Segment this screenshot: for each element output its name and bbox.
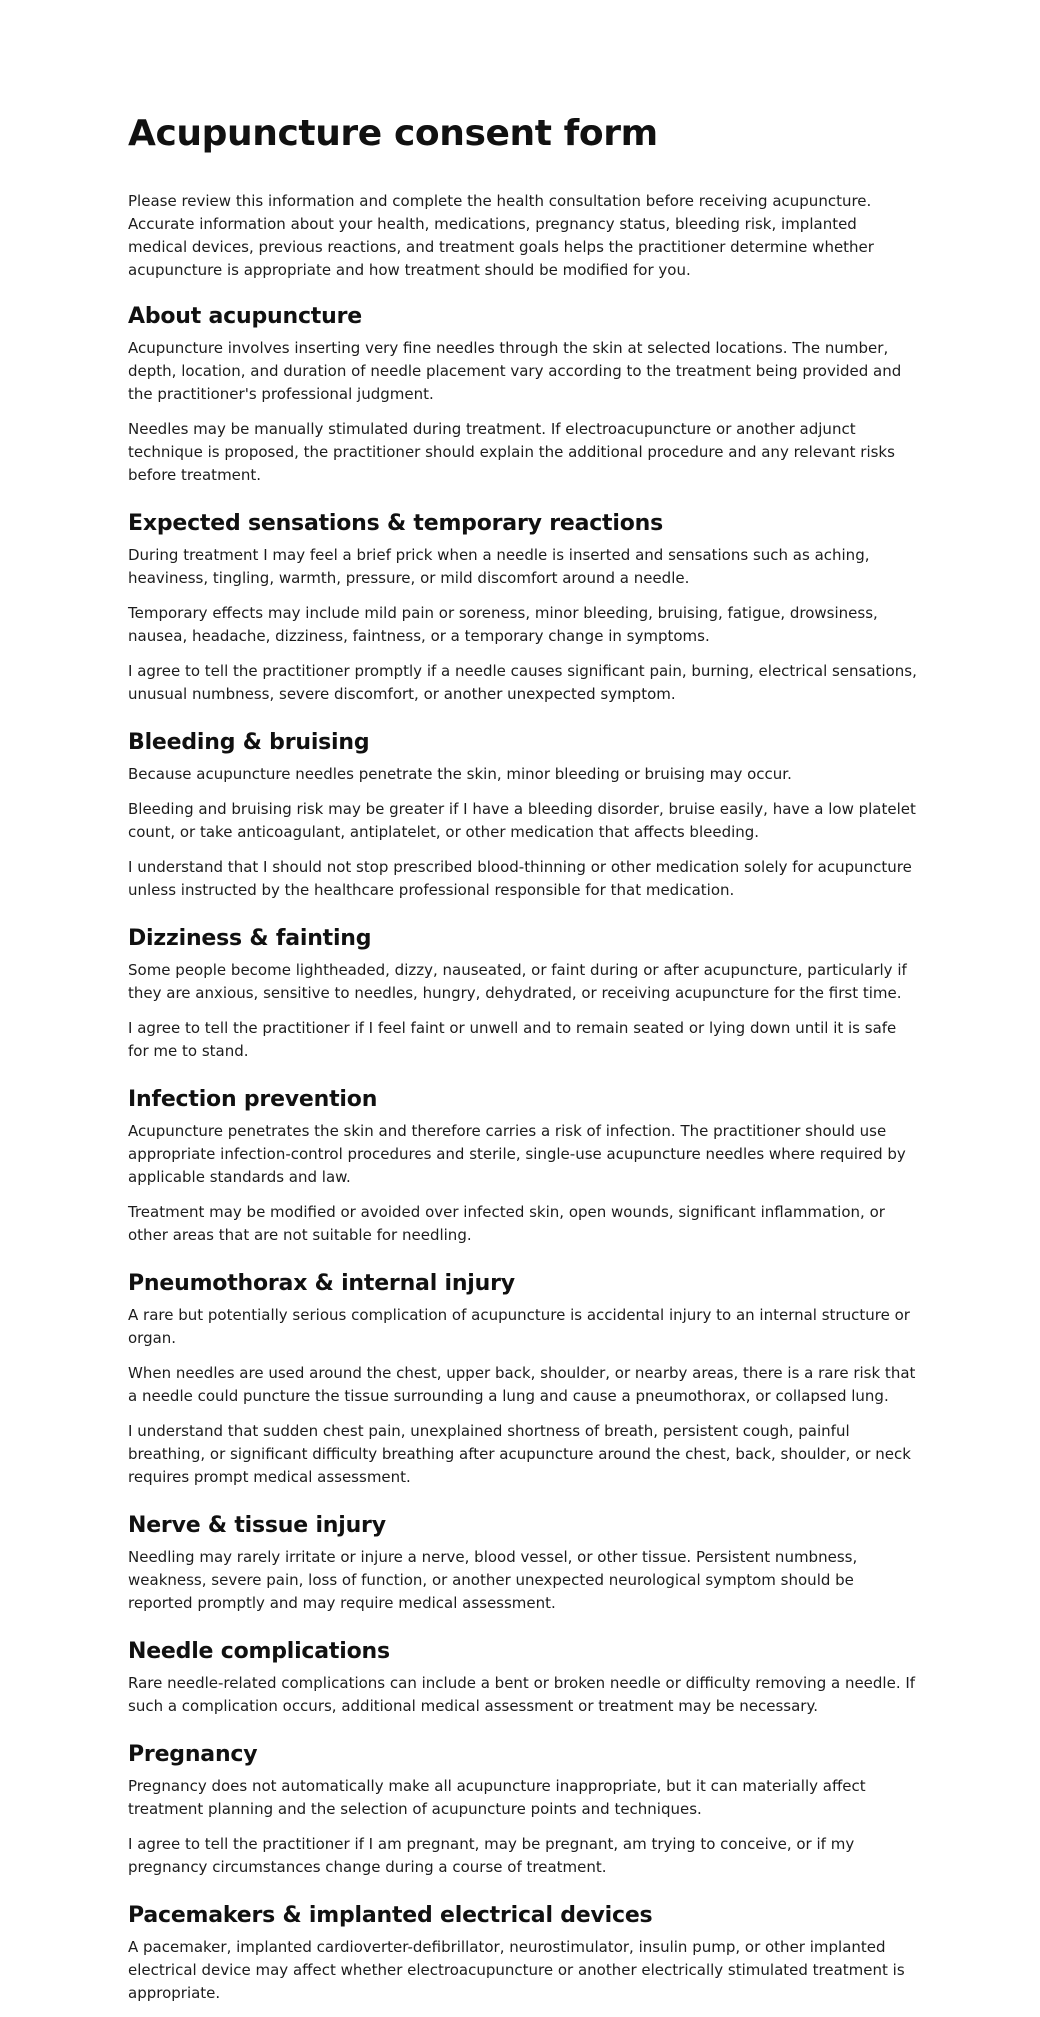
- section: [128, 509, 918, 706]
- section-heading: Nerve & tissue injury: [128, 1513, 386, 1538]
- page-title: Acupuncture consent form: [128, 113, 658, 154]
- section-paragraph: During treatment I may feel a brief prick when a needle is inserted and sensations such as aching, heaviness, tingling, warmth, pressure, or mild discomfort around a needle.: [128, 546, 870, 587]
- intro-paragraph: Please review this information and complete the health consultation before receiving acupuncture. Accurate information about your health, medications, pregnancy status, bleeding risk, implanted medical devices, previous reactions, and treatment goals helps the practitioner determine whether acupuncture is appropriate and how treatment should be modified for you.: [128, 192, 874, 279]
- section-paragraph: Acupuncture involves inserting very fine needles through the skin at selected locations. The number, depth, location, and duration of needle placement vary according to the treatment being provided and the practitioner's professional judgment.: [128, 339, 902, 403]
- section-heading: Infection prevention: [128, 1087, 378, 1112]
- section: [128, 1269, 918, 1489]
- section-paragraph: When needles are used around the chest, upper back, shoulder, or nearby areas, there is a rare risk that a needle could puncture the tissue surrounding a lung and cause a pneumothorax, or collapsed lung.: [128, 1364, 916, 1405]
- section-paragraph: I agree to tell the practitioner if I feel faint or unwell and to remain seated or lying down until it is safe for me to stand.: [128, 1019, 897, 1060]
- section-paragraph: Because acupuncture needles penetrate the skin, minor bleeding or bruising may occur.: [128, 765, 792, 783]
- section-paragraph: Pregnancy does not automatically make all acupuncture inappropriate, but it can materially affect treatment planning and the selection of acupuncture points and techniques.: [128, 1777, 866, 1818]
- section: [128, 924, 918, 1063]
- section-paragraph: I understand that I should not stop prescribed blood-thinning or other medication solely for acupuncture unless instructed by the healthcare professional responsible for that medication.: [128, 858, 912, 899]
- section-paragraph: Rare needle-related complications can include a bent or broken needle or difficulty removing a needle. If such a complication occurs, additional medical assessment or treatment may be necessary.: [128, 1674, 916, 1715]
- section-heading: Pregnancy: [128, 1742, 258, 1767]
- section-paragraph: Treatment may be modified or avoided over infected skin, open wounds, significant inflammation, or other areas that are not suitable for needling.: [128, 1203, 885, 1244]
- section: [128, 728, 918, 902]
- section-heading: Expected sensations & temporary reactions: [128, 511, 663, 536]
- section: [128, 1511, 918, 1615]
- section-paragraph: A rare but potentially serious complication of acupuncture is accidental injury to an internal structure or organ.: [128, 1306, 910, 1347]
- section-paragraph: Some people become lightheaded, dizzy, nauseated, or faint during or after acupuncture, particularly if they are anxious, sensitive to needles, hungry, dehydrated, or receiving acupuncture for the first time.: [128, 961, 907, 1002]
- section-heading: About acupuncture: [128, 304, 362, 329]
- section-paragraph: I agree to tell the practitioner promptly if a needle causes significant pain, burning, electrical sensations, unusual numbness, severe discomfort, or another unexpected symptom.: [128, 662, 917, 703]
- section-paragraph: Needles may be manually stimulated during treatment. If electroacupuncture or another adjunct technique is proposed, the practitioner should explain the additional procedure and any relevant risks before treatment.: [128, 420, 895, 484]
- consent-form-content: [128, 108, 918, 2017]
- section-paragraph: A pacemaker, implanted cardioverter-defibrillator, neurostimulator, insulin pump, or other implanted electrical device may affect whether electroacupuncture or another electrically stimulated treatment is appropriate.: [128, 1938, 905, 2002]
- section-paragraph: Needling may rarely irritate or injure a nerve, blood vessel, or other tissue. Persistent numbness, weakness, severe pain, loss of function, or another unexpected neurological symptom should be reported promptly and may require medical assessment.: [128, 1548, 858, 1612]
- section: [128, 1901, 918, 2005]
- section: [128, 1637, 918, 1718]
- section-paragraph: I understand that sudden chest pain, unexplained shortness of breath, persistent cough, painful breathing, or significant difficulty breathing after acupuncture around the chest, back, shoulder, or neck requires prompt medical assessment.: [128, 1422, 911, 1486]
- sections-container: [128, 302, 918, 2005]
- section-heading: Pacemakers & implanted electrical devices: [128, 1903, 653, 1928]
- section-heading: Pneumothorax & internal injury: [128, 1271, 515, 1296]
- section-paragraph: Temporary effects may include mild pain or soreness, minor bleeding, bruising, fatigue, drowsiness, nausea, headache, dizziness, faintness, or a temporary change in symptoms.: [128, 604, 878, 645]
- section-paragraph: Acupuncture penetrates the skin and therefore carries a risk of infection. The practitioner should use appropriate infection-control procedures and sterile, single-use acupuncture needles where required by applicable standards and law.: [128, 1122, 906, 1186]
- section-heading: Bleeding & bruising: [128, 730, 370, 755]
- section-paragraph: I agree to tell the practitioner if I am pregnant, may be pregnant, am trying to conceive, or if my pregnancy circumstances change during a course of treatment.: [128, 1835, 855, 1876]
- section: [128, 1085, 918, 1247]
- section-paragraph: Bleeding and bruising risk may be greater if I have a bleeding disorder, bruise easily, have a low platelet count, or take anticoagulant, antiplatelet, or other medication that affects bleeding.: [128, 800, 916, 841]
- section-heading: Needle complications: [128, 1639, 390, 1664]
- section: [128, 1740, 918, 1879]
- section: [128, 302, 918, 487]
- section-heading: Dizziness & fainting: [128, 926, 372, 951]
